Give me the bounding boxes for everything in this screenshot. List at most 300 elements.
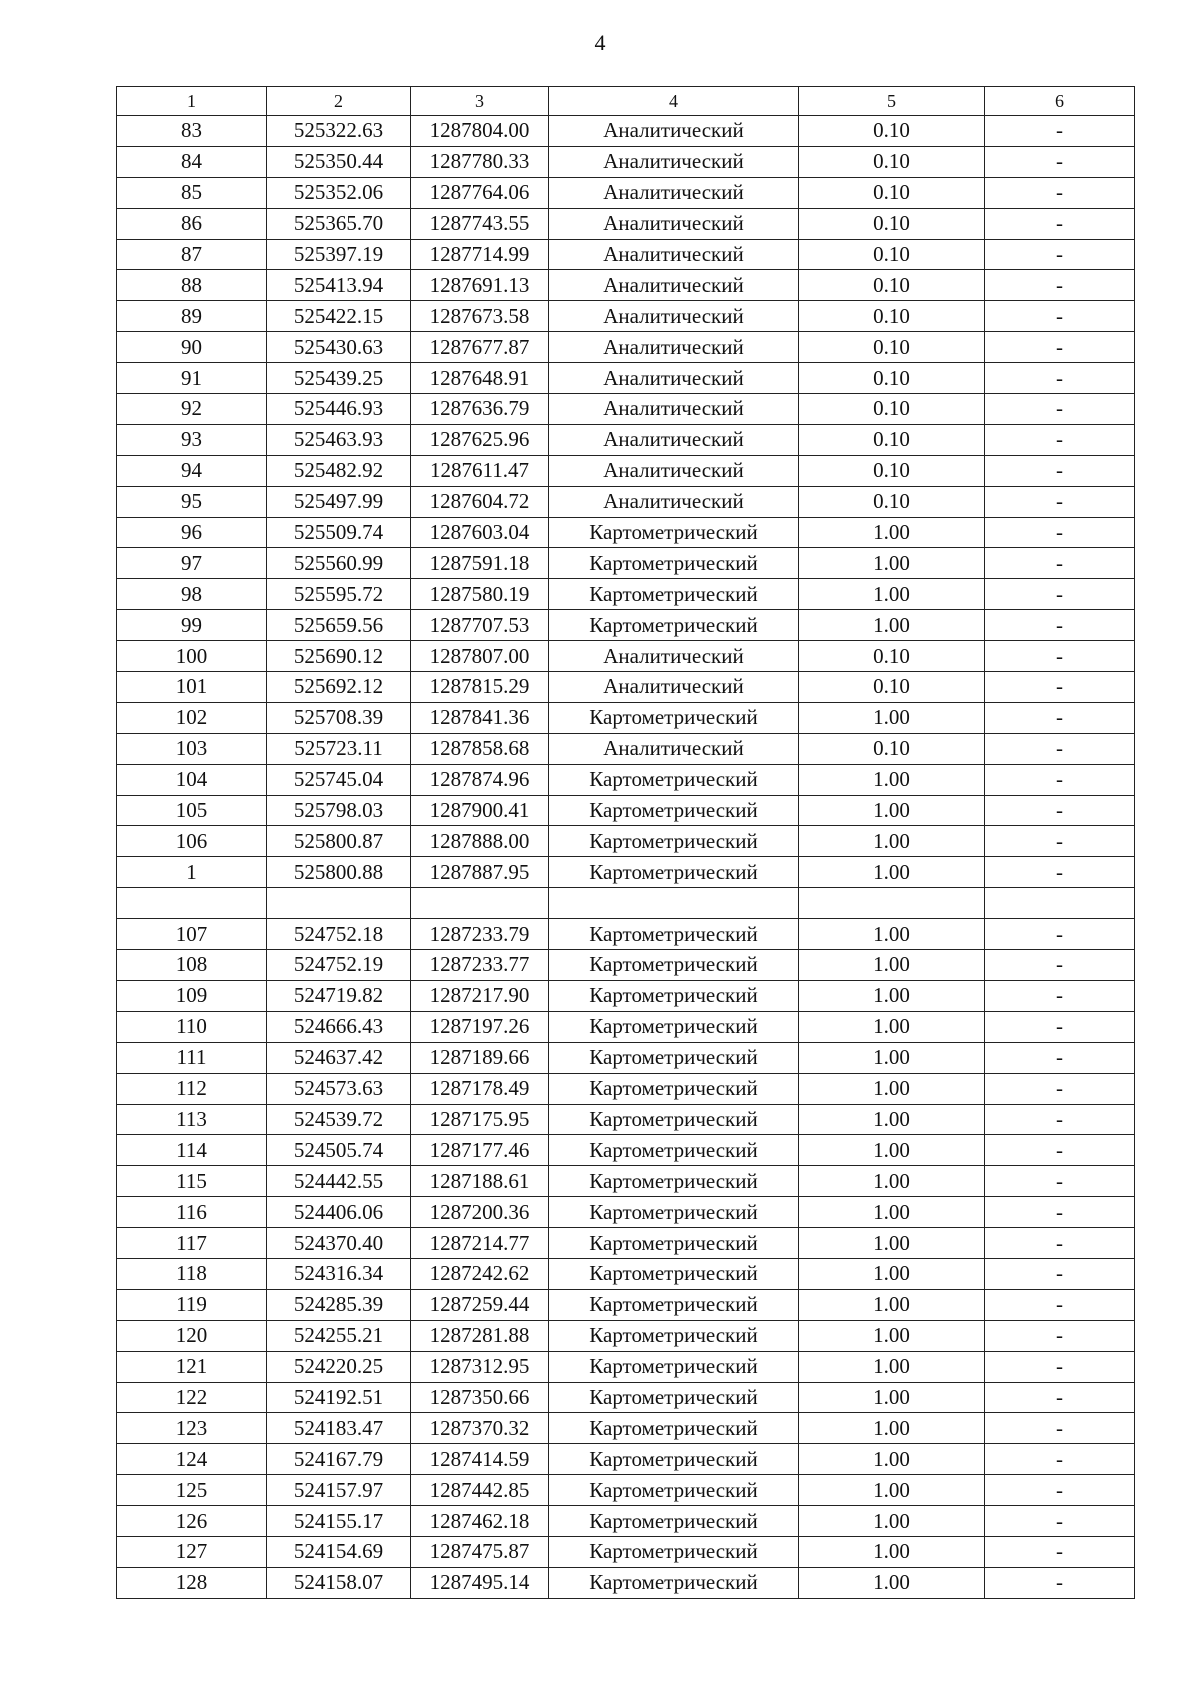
x-coordinate-cell: 525708.39 xyxy=(267,702,411,733)
y-coordinate-cell: 1287636.79 xyxy=(411,394,549,425)
point-number-cell: 110 xyxy=(117,1011,267,1042)
method-cell: Картометрический xyxy=(549,579,799,610)
accuracy-cell: 0.10 xyxy=(799,455,985,486)
method-cell: Картометрический xyxy=(549,919,799,950)
x-coordinate-cell: 525413.94 xyxy=(267,270,411,301)
point-number-cell: 122 xyxy=(117,1382,267,1413)
method-cell: Аналитический xyxy=(549,424,799,455)
table-row xyxy=(117,1228,1135,1259)
point-number-cell: 112 xyxy=(117,1073,267,1104)
method-cell: Картометрический xyxy=(549,950,799,981)
x-coordinate-cell: 524157.97 xyxy=(267,1475,411,1506)
table-row xyxy=(117,1166,1135,1197)
y-coordinate-cell: 1287350.66 xyxy=(411,1382,549,1413)
accuracy-cell: 1.00 xyxy=(799,548,985,579)
y-coordinate-cell: 1287178.49 xyxy=(411,1073,549,1104)
description-cell: - xyxy=(985,1567,1135,1598)
accuracy-cell: 0.10 xyxy=(799,270,985,301)
table-row xyxy=(117,208,1135,239)
y-coordinate-cell: 1287780.33 xyxy=(411,146,549,177)
y-coordinate-cell: 1287462.18 xyxy=(411,1506,549,1537)
method-cell: Аналитический xyxy=(549,146,799,177)
description-cell: - xyxy=(985,672,1135,703)
point-number-cell: 121 xyxy=(117,1351,267,1382)
x-coordinate-cell: 525422.15 xyxy=(267,301,411,332)
table-row xyxy=(117,950,1135,981)
table-body xyxy=(117,87,1135,1599)
x-coordinate-cell: 525745.04 xyxy=(267,764,411,795)
accuracy-cell: 0.10 xyxy=(799,146,985,177)
method-cell: Картометрический xyxy=(549,1042,799,1073)
description-cell: - xyxy=(985,1351,1135,1382)
accuracy-cell: 1.00 xyxy=(799,1475,985,1506)
table-row xyxy=(117,177,1135,208)
description-cell: - xyxy=(985,1475,1135,1506)
table-row xyxy=(117,641,1135,672)
method-cell: Картометрический xyxy=(549,1197,799,1228)
method-cell: Картометрический xyxy=(549,1382,799,1413)
x-coordinate-cell: 525659.56 xyxy=(267,610,411,641)
table-row xyxy=(117,764,1135,795)
accuracy-cell: 0.10 xyxy=(799,116,985,147)
table-row xyxy=(117,1382,1135,1413)
y-coordinate-cell: 1287858.68 xyxy=(411,733,549,764)
accuracy-cell: 1.00 xyxy=(799,1042,985,1073)
y-coordinate-cell: 1287312.95 xyxy=(411,1351,549,1382)
point-number-cell: 123 xyxy=(117,1413,267,1444)
point-number-cell: 114 xyxy=(117,1135,267,1166)
point-number-cell: 93 xyxy=(117,424,267,455)
method-cell: Аналитический xyxy=(549,672,799,703)
method-cell: Аналитический xyxy=(549,363,799,394)
y-coordinate-cell: 1287807.00 xyxy=(411,641,549,672)
table-row xyxy=(117,1475,1135,1506)
x-coordinate-cell: 524505.74 xyxy=(267,1135,411,1166)
point-number-cell: 107 xyxy=(117,919,267,950)
method-cell: Картометрический xyxy=(549,857,799,888)
table-row xyxy=(117,116,1135,147)
point-number-cell: 115 xyxy=(117,1166,267,1197)
accuracy-cell: 0.10 xyxy=(799,486,985,517)
table-row xyxy=(117,1011,1135,1042)
point-number-cell: 89 xyxy=(117,301,267,332)
description-cell: - xyxy=(985,610,1135,641)
accuracy-cell: 1.00 xyxy=(799,610,985,641)
description-cell: - xyxy=(985,301,1135,332)
accuracy-cell: 0.10 xyxy=(799,363,985,394)
point-number-cell: 92 xyxy=(117,394,267,425)
method-cell: Аналитический xyxy=(549,332,799,363)
method-cell: Картометрический xyxy=(549,1011,799,1042)
description-cell: - xyxy=(985,1320,1135,1351)
accuracy-cell: 1.00 xyxy=(799,1536,985,1567)
x-coordinate-cell: 525365.70 xyxy=(267,208,411,239)
accuracy-cell: 0.10 xyxy=(799,332,985,363)
accuracy-cell: 0.10 xyxy=(799,208,985,239)
table-row xyxy=(117,301,1135,332)
table-row xyxy=(117,1289,1135,1320)
x-coordinate-cell: 524406.06 xyxy=(267,1197,411,1228)
method-cell: Картометрический xyxy=(549,1536,799,1567)
accuracy-cell: 0.10 xyxy=(799,672,985,703)
x-coordinate-cell: 524285.39 xyxy=(267,1289,411,1320)
accuracy-cell: 1.00 xyxy=(799,1135,985,1166)
accuracy-cell: 1.00 xyxy=(799,1320,985,1351)
accuracy-cell: 1.00 xyxy=(799,1351,985,1382)
description-cell: - xyxy=(985,641,1135,672)
y-coordinate-cell: 1287442.85 xyxy=(411,1475,549,1506)
x-coordinate-cell: 525800.88 xyxy=(267,857,411,888)
method-cell: Картометрический xyxy=(549,610,799,641)
method-cell: Картометрический xyxy=(549,1228,799,1259)
method-cell: Аналитический xyxy=(549,733,799,764)
point-number-cell: 101 xyxy=(117,672,267,703)
table-row xyxy=(117,239,1135,270)
y-coordinate-cell: 1287177.46 xyxy=(411,1135,549,1166)
accuracy-cell: 1.00 xyxy=(799,795,985,826)
accuracy-cell: 0.10 xyxy=(799,394,985,425)
description-cell: - xyxy=(985,764,1135,795)
y-coordinate-cell: 1287673.58 xyxy=(411,301,549,332)
x-coordinate-cell: 525430.63 xyxy=(267,332,411,363)
accuracy-cell: 1.00 xyxy=(799,980,985,1011)
method-cell: Картометрический xyxy=(549,980,799,1011)
description-cell: - xyxy=(985,1258,1135,1289)
method-cell: Аналитический xyxy=(549,116,799,147)
method-cell: Картометрический xyxy=(549,1166,799,1197)
x-coordinate-cell: 524220.25 xyxy=(267,1351,411,1382)
x-coordinate-cell: 525690.12 xyxy=(267,641,411,672)
column-header: 2 xyxy=(267,87,411,116)
point-number-cell: 119 xyxy=(117,1289,267,1320)
method-cell: Картометрический xyxy=(549,517,799,548)
table-row xyxy=(117,548,1135,579)
x-coordinate-cell: 525560.99 xyxy=(267,548,411,579)
method-cell: Аналитический xyxy=(549,270,799,301)
description-cell: - xyxy=(985,146,1135,177)
x-coordinate-cell: 524666.43 xyxy=(267,1011,411,1042)
y-coordinate-cell: 1287217.90 xyxy=(411,980,549,1011)
y-coordinate-cell: 1287591.18 xyxy=(411,548,549,579)
column-header: 4 xyxy=(549,87,799,116)
table-row xyxy=(117,1042,1135,1073)
description-cell: - xyxy=(985,270,1135,301)
description-cell: - xyxy=(985,857,1135,888)
table-row xyxy=(117,394,1135,425)
method-cell: Картометрический xyxy=(549,702,799,733)
point-number-cell: 106 xyxy=(117,826,267,857)
page-number: 4 xyxy=(594,30,606,55)
column-header: 6 xyxy=(985,87,1135,116)
accuracy-cell: 0.10 xyxy=(799,424,985,455)
y-coordinate-cell: 1287370.32 xyxy=(411,1413,549,1444)
description-cell: - xyxy=(985,455,1135,486)
description-cell: - xyxy=(985,1536,1135,1567)
accuracy-cell: 1.00 xyxy=(799,826,985,857)
table-row xyxy=(117,1073,1135,1104)
accuracy-cell: 1.00 xyxy=(799,517,985,548)
y-coordinate-cell: 1287233.77 xyxy=(411,950,549,981)
description-cell: - xyxy=(985,733,1135,764)
x-coordinate-cell: 524155.17 xyxy=(267,1506,411,1537)
accuracy-cell: 1.00 xyxy=(799,1104,985,1135)
x-coordinate-cell: 525509.74 xyxy=(267,517,411,548)
method-cell: Картометрический xyxy=(549,1104,799,1135)
table-row xyxy=(117,1258,1135,1289)
table-row xyxy=(117,1197,1135,1228)
x-coordinate-cell: 524183.47 xyxy=(267,1413,411,1444)
point-number-cell: 108 xyxy=(117,950,267,981)
y-coordinate-cell: 1287475.87 xyxy=(411,1536,549,1567)
point-number-cell: 85 xyxy=(117,177,267,208)
table-row xyxy=(117,1135,1135,1166)
method-cell: Аналитический xyxy=(549,301,799,332)
y-coordinate-cell: 1287625.96 xyxy=(411,424,549,455)
x-coordinate-cell: 525352.06 xyxy=(267,177,411,208)
table-row xyxy=(117,826,1135,857)
accuracy-cell: 1.00 xyxy=(799,764,985,795)
description-cell: - xyxy=(985,486,1135,517)
point-number-cell: 102 xyxy=(117,702,267,733)
accuracy-cell: 1.00 xyxy=(799,579,985,610)
point-number-cell: 95 xyxy=(117,486,267,517)
y-coordinate-cell xyxy=(411,888,549,919)
description-cell: - xyxy=(985,517,1135,548)
x-coordinate-cell: 525463.93 xyxy=(267,424,411,455)
description-cell: - xyxy=(985,702,1135,733)
x-coordinate-cell: 524719.82 xyxy=(267,980,411,1011)
accuracy-cell: 1.00 xyxy=(799,1228,985,1259)
y-coordinate-cell: 1287714.99 xyxy=(411,239,549,270)
point-number-cell: 124 xyxy=(117,1444,267,1475)
description-cell: - xyxy=(985,116,1135,147)
accuracy-cell: 1.00 xyxy=(799,1289,985,1320)
y-coordinate-cell: 1287259.44 xyxy=(411,1289,549,1320)
point-number-cell: 126 xyxy=(117,1506,267,1537)
y-coordinate-cell: 1287707.53 xyxy=(411,610,549,641)
x-coordinate-cell: 525595.72 xyxy=(267,579,411,610)
header-row xyxy=(117,87,1135,116)
point-number-cell xyxy=(117,888,267,919)
description-cell: - xyxy=(985,1197,1135,1228)
description-cell: - xyxy=(985,1506,1135,1537)
description-cell: - xyxy=(985,579,1135,610)
column-header: 5 xyxy=(799,87,985,116)
x-coordinate-cell xyxy=(267,888,411,919)
table-row xyxy=(117,1444,1135,1475)
point-number-cell: 98 xyxy=(117,579,267,610)
y-coordinate-cell: 1287604.72 xyxy=(411,486,549,517)
description-cell: - xyxy=(985,1413,1135,1444)
x-coordinate-cell: 524154.69 xyxy=(267,1536,411,1567)
point-number-cell: 113 xyxy=(117,1104,267,1135)
table-row xyxy=(117,517,1135,548)
table-row xyxy=(117,332,1135,363)
accuracy-cell: 1.00 xyxy=(799,702,985,733)
method-cell: Аналитический xyxy=(549,486,799,517)
table-row xyxy=(117,857,1135,888)
method-cell: Картометрический xyxy=(549,826,799,857)
y-coordinate-cell: 1287841.36 xyxy=(411,702,549,733)
x-coordinate-cell: 524255.21 xyxy=(267,1320,411,1351)
table-row xyxy=(117,579,1135,610)
x-coordinate-cell: 524752.18 xyxy=(267,919,411,950)
x-coordinate-cell: 524158.07 xyxy=(267,1567,411,1598)
x-coordinate-cell: 524316.34 xyxy=(267,1258,411,1289)
point-number-cell: 127 xyxy=(117,1536,267,1567)
method-cell: Картометрический xyxy=(549,548,799,579)
method-cell: Картометрический xyxy=(549,1289,799,1320)
point-number-cell: 84 xyxy=(117,146,267,177)
y-coordinate-cell: 1287188.61 xyxy=(411,1166,549,1197)
point-number-cell: 97 xyxy=(117,548,267,579)
description-cell: - xyxy=(985,424,1135,455)
table-row xyxy=(117,455,1135,486)
method-cell: Аналитический xyxy=(549,177,799,208)
description-cell: - xyxy=(985,208,1135,239)
accuracy-cell: 1.00 xyxy=(799,1258,985,1289)
description-cell: - xyxy=(985,1104,1135,1135)
accuracy-cell: 1.00 xyxy=(799,1011,985,1042)
x-coordinate-cell: 524573.63 xyxy=(267,1073,411,1104)
table-row xyxy=(117,1413,1135,1444)
y-coordinate-cell: 1287743.55 xyxy=(411,208,549,239)
accuracy-cell: 1.00 xyxy=(799,1506,985,1537)
description-cell: - xyxy=(985,795,1135,826)
x-coordinate-cell: 525692.12 xyxy=(267,672,411,703)
accuracy-cell: 0.10 xyxy=(799,733,985,764)
y-coordinate-cell: 1287189.66 xyxy=(411,1042,549,1073)
method-cell: Картометрический xyxy=(549,1413,799,1444)
x-coordinate-cell: 524192.51 xyxy=(267,1382,411,1413)
method-cell: Картометрический xyxy=(549,1444,799,1475)
method-cell: Аналитический xyxy=(549,208,799,239)
description-cell: - xyxy=(985,826,1135,857)
point-number-cell: 86 xyxy=(117,208,267,239)
method-cell: Картометрический xyxy=(549,764,799,795)
table-row xyxy=(117,980,1135,1011)
column-header: 3 xyxy=(411,87,549,116)
accuracy-cell: 1.00 xyxy=(799,1382,985,1413)
accuracy-cell: 1.00 xyxy=(799,1413,985,1444)
table-row xyxy=(117,424,1135,455)
table-row xyxy=(117,146,1135,177)
y-coordinate-cell: 1287888.00 xyxy=(411,826,549,857)
x-coordinate-cell: 524442.55 xyxy=(267,1166,411,1197)
description-cell: - xyxy=(985,919,1135,950)
x-coordinate-cell: 525446.93 xyxy=(267,394,411,425)
point-number-cell: 94 xyxy=(117,455,267,486)
point-number-cell: 83 xyxy=(117,116,267,147)
y-coordinate-cell: 1287900.41 xyxy=(411,795,549,826)
description-cell: - xyxy=(985,239,1135,270)
description-cell: - xyxy=(985,1073,1135,1104)
method-cell: Картометрический xyxy=(549,1351,799,1382)
description-cell: - xyxy=(985,394,1135,425)
accuracy-cell: 0.10 xyxy=(799,641,985,672)
y-coordinate-cell: 1287603.04 xyxy=(411,517,549,548)
method-cell: Картометрический xyxy=(549,1258,799,1289)
y-coordinate-cell: 1287815.29 xyxy=(411,672,549,703)
x-coordinate-cell: 525439.25 xyxy=(267,363,411,394)
method-cell: Аналитический xyxy=(549,641,799,672)
description-cell: - xyxy=(985,1042,1135,1073)
table-row xyxy=(117,486,1135,517)
y-coordinate-cell: 1287281.88 xyxy=(411,1320,549,1351)
y-coordinate-cell: 1287804.00 xyxy=(411,116,549,147)
point-number-cell: 96 xyxy=(117,517,267,548)
table-row xyxy=(117,610,1135,641)
x-coordinate-cell: 524637.42 xyxy=(267,1042,411,1073)
x-coordinate-cell: 525798.03 xyxy=(267,795,411,826)
method-cell: Картометрический xyxy=(549,1567,799,1598)
point-number-cell: 116 xyxy=(117,1197,267,1228)
description-cell xyxy=(985,888,1135,919)
point-number-cell: 87 xyxy=(117,239,267,270)
point-number-cell: 99 xyxy=(117,610,267,641)
point-number-cell: 120 xyxy=(117,1320,267,1351)
y-coordinate-cell: 1287611.47 xyxy=(411,455,549,486)
y-coordinate-cell: 1287764.06 xyxy=(411,177,549,208)
method-cell: Картометрический xyxy=(549,1135,799,1166)
method-cell: Картометрический xyxy=(549,1475,799,1506)
x-coordinate-cell: 525800.87 xyxy=(267,826,411,857)
method-cell: Картометрический xyxy=(549,1320,799,1351)
description-cell: - xyxy=(985,1011,1135,1042)
y-coordinate-cell: 1287175.95 xyxy=(411,1104,549,1135)
accuracy-cell: 1.00 xyxy=(799,1197,985,1228)
method-cell xyxy=(549,888,799,919)
y-coordinate-cell: 1287874.96 xyxy=(411,764,549,795)
point-number-cell: 111 xyxy=(117,1042,267,1073)
table-row xyxy=(117,1506,1135,1537)
description-cell: - xyxy=(985,1166,1135,1197)
point-number-cell: 104 xyxy=(117,764,267,795)
accuracy-cell: 1.00 xyxy=(799,950,985,981)
table-row xyxy=(117,1104,1135,1135)
point-number-cell: 91 xyxy=(117,363,267,394)
table-row xyxy=(117,702,1135,733)
description-cell: - xyxy=(985,950,1135,981)
accuracy-cell xyxy=(799,888,985,919)
point-number-cell: 1 xyxy=(117,857,267,888)
x-coordinate-cell: 524167.79 xyxy=(267,1444,411,1475)
y-coordinate-cell: 1287677.87 xyxy=(411,332,549,363)
accuracy-cell: 1.00 xyxy=(799,1444,985,1475)
y-coordinate-cell: 1287414.59 xyxy=(411,1444,549,1475)
x-coordinate-cell: 525397.19 xyxy=(267,239,411,270)
point-number-cell: 88 xyxy=(117,270,267,301)
y-coordinate-cell: 1287691.13 xyxy=(411,270,549,301)
table-row xyxy=(117,919,1135,950)
table-row xyxy=(117,1320,1135,1351)
accuracy-cell: 1.00 xyxy=(799,1567,985,1598)
point-number-cell: 125 xyxy=(117,1475,267,1506)
coordinates-table xyxy=(116,86,1135,1599)
x-coordinate-cell: 524752.19 xyxy=(267,950,411,981)
description-cell: - xyxy=(985,177,1135,208)
y-coordinate-cell: 1287648.91 xyxy=(411,363,549,394)
y-coordinate-cell: 1287233.79 xyxy=(411,919,549,950)
y-coordinate-cell: 1287495.14 xyxy=(411,1567,549,1598)
method-cell: Картометрический xyxy=(549,1073,799,1104)
y-coordinate-cell: 1287200.36 xyxy=(411,1197,549,1228)
description-cell: - xyxy=(985,332,1135,363)
accuracy-cell: 1.00 xyxy=(799,919,985,950)
point-number-cell: 90 xyxy=(117,332,267,363)
x-coordinate-cell: 525350.44 xyxy=(267,146,411,177)
point-number-cell: 105 xyxy=(117,795,267,826)
